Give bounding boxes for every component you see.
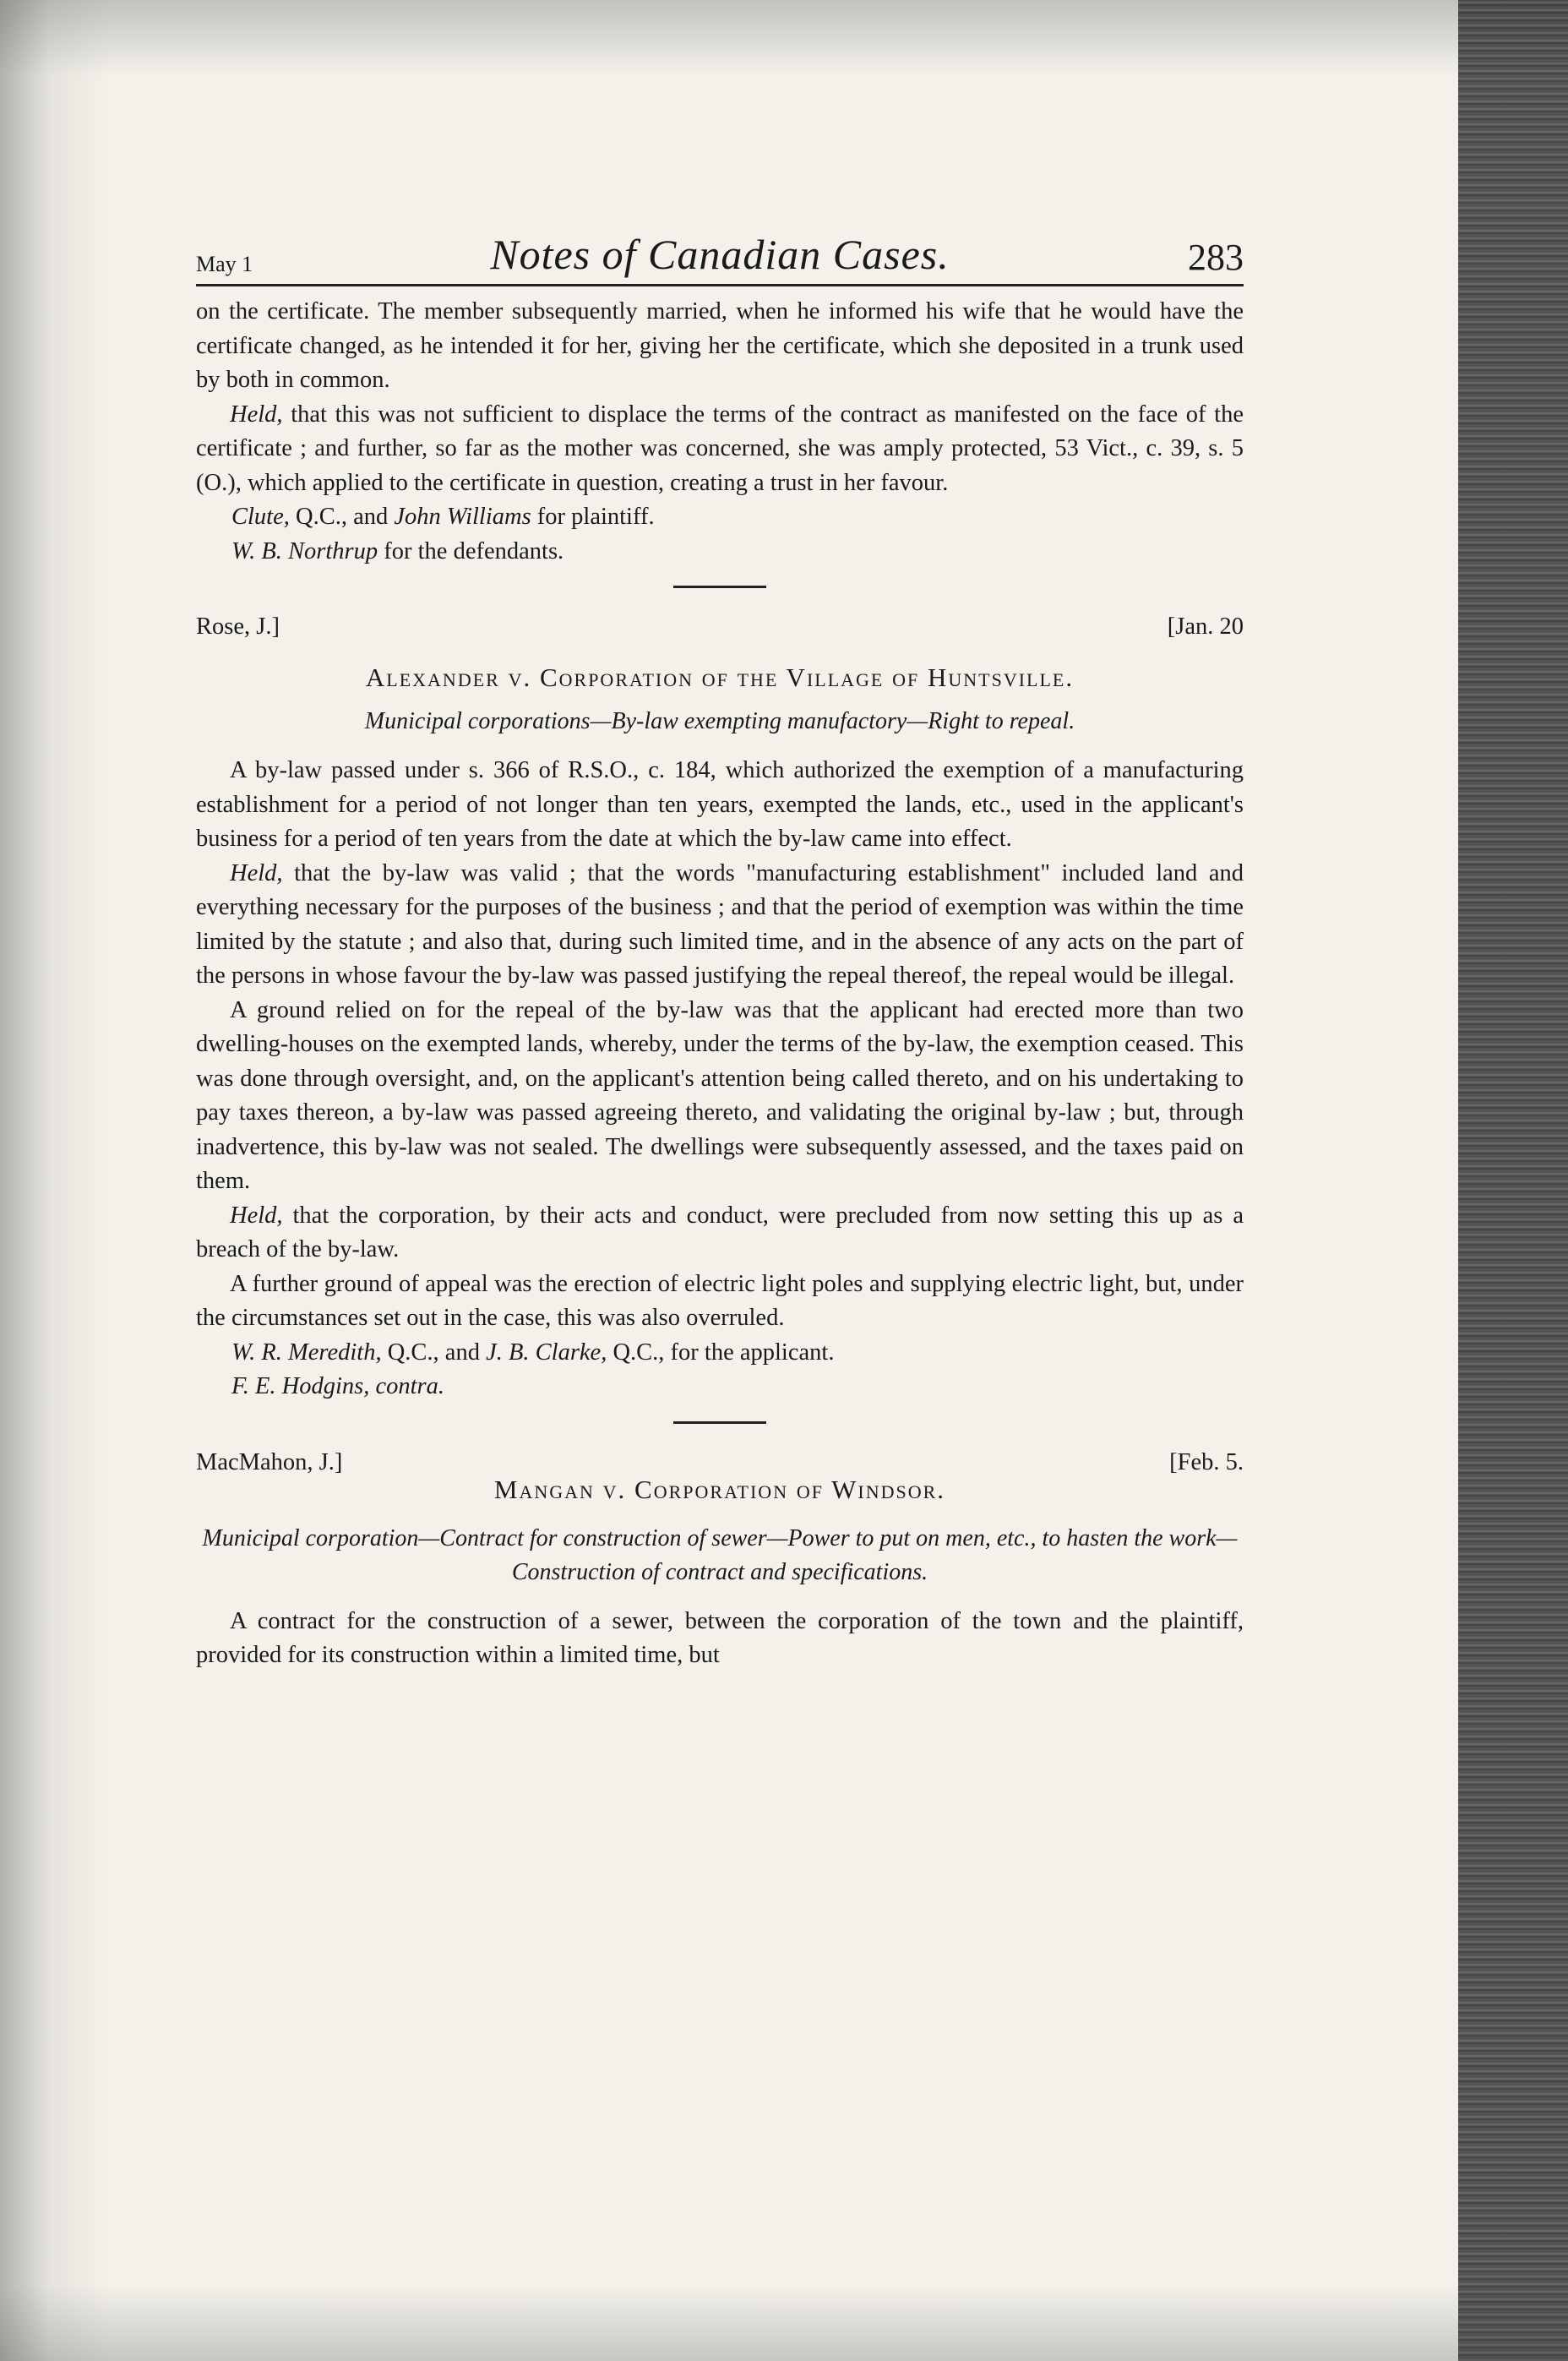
case3-title: Mangan v. Corporation of Windsor. [493, 1474, 946, 1504]
case1-counsel-defendants [196, 535, 1244, 570]
case2-held-text-1: that the by-law was valid ; that the words "manufacturing establishment" included land and everything necessary for the purposes of the business ; and that the period of exemption was within the time limited by the statute ; and also that, during such limited time, and in the absence of any acts on the part of the persons in whose favour the by-law was passed justifying the repeal thereof, the repeal would be illegal. [196, 859, 1244, 989]
case3-date: [Feb. 5. [1169, 1448, 1244, 1475]
counsel-name: John Williams [394, 504, 531, 530]
case2-counsel-applicant [196, 1336, 1244, 1371]
case2-headnote: Municipal corporations—By-law exempting manufactory—Right to repeal. [364, 708, 1075, 734]
case2-judge: Rose, J.] [196, 613, 280, 640]
document-page [196, 211, 1244, 1673]
section-divider [673, 586, 766, 588]
counsel-name: F. E. Hodgins, contra. [231, 1373, 445, 1399]
counsel-text: Q.C., and [289, 504, 395, 530]
section-divider [673, 1421, 766, 1424]
held-label: Held, [230, 859, 283, 886]
held-label: Held, [230, 1202, 283, 1229]
case2-date: [Jan. 20 [1167, 613, 1244, 640]
case2-held-text-2: that the corporation, by their acts and conduct, were precluded from now setting this up as a breach of the by-law. [196, 1202, 1244, 1262]
counsel-text: for the defendants. [378, 537, 564, 564]
case3-headnote: Municipal corporation—Contract for construction of sewer—Power to put on men, etc., to hasten the work—Construction of contract and specifications. [202, 1524, 1238, 1585]
counsel-name: W. R. Meredith, [231, 1339, 382, 1366]
case3-paragraph-1: A contract for the construction of a sewer, between the corporation of the town and the plaintiff, provided for its construction within a limited time, but [196, 1607, 1244, 1668]
case1-held-paragraph [196, 398, 1244, 501]
scan-shadow-left [0, 0, 110, 2361]
counsel-name: W. B. Northrup [231, 537, 378, 564]
counsel-text: for plaintiff. [531, 504, 655, 530]
case2-held-paragraph-1 [196, 857, 1244, 994]
page-number: 283 [1188, 237, 1244, 278]
case2-counsel-contra [196, 1370, 1244, 1404]
case2-paragraph-5: A further ground of appeal was the erection of electric light poles and supplying electric light, but, under the circumstances set out in the case, this was also overruled. [196, 1270, 1244, 1331]
counsel-text: Q.C., and [381, 1339, 487, 1366]
counsel-text: Q.C., for the applicant. [607, 1339, 835, 1366]
case3-judge: MacMahon, J.] [196, 1448, 343, 1475]
case2-held-paragraph-2 [196, 1199, 1244, 1268]
case2-paragraph-1: A by-law passed under s. 366 of R.S.O., c. 184, which authorized the exemption of a manufacturing establishment for a period of not longer than ten years, exempted the lands, etc., used in the applicant's business for a period of ten years from the date at which the by-law came into effect. [196, 757, 1244, 852]
running-head-title: Notes of Canadian Cases. [490, 231, 950, 278]
running-head-date: May 1 [196, 252, 253, 276]
counsel-name: Clute, [231, 504, 290, 530]
case2-paragraph-3: A ground relied on for the repeal of the by-law was that the applicant had erected more than two dwelling-houses on the exempted lands, whereby, under the terms of the by-law, the exemption ceased. This was done through oversight, and, on the applicant's attention being called thereto, and on his undertaking to pay taxes thereon, a by-law was passed agreeing thereto, and validating the original by-law ; but, through inadvertence, this by-law was not sealed. The dwellings were subsequently assessed, and the taxes paid on them. [196, 996, 1244, 1194]
scan-shadow-top [0, 0, 1568, 76]
case1-paragraph-1: on the certificate. The member subsequently married, when he informed his wife that he would have the certificate changed, as he intended it for her, giving her the certificate, which she deposited in a trunk used by both in common. [196, 298, 1244, 393]
running-head [196, 211, 1244, 286]
case2-judge-line [196, 610, 1244, 644]
held-label: Held, [230, 401, 283, 428]
counsel-name: J. B. Clarke, [486, 1339, 607, 1366]
case1-held-text: that this was not sufficient to displace the terms of the contract as manifested on the face of the certificate ; and further, so far as the mother was concerned, she was amply protected, 53 Vict., c. 39, s. 5 (O.), which applied to the certificate in question, creating a trust in her favour. [196, 401, 1244, 496]
scan-shadow-bottom [0, 2285, 1568, 2361]
scan-binding-edge [1458, 0, 1568, 2361]
case1-counsel-plaintiff [196, 500, 1244, 535]
case2-title: Alexander v. Corporation of the Village of Huntsville. [365, 662, 1075, 692]
